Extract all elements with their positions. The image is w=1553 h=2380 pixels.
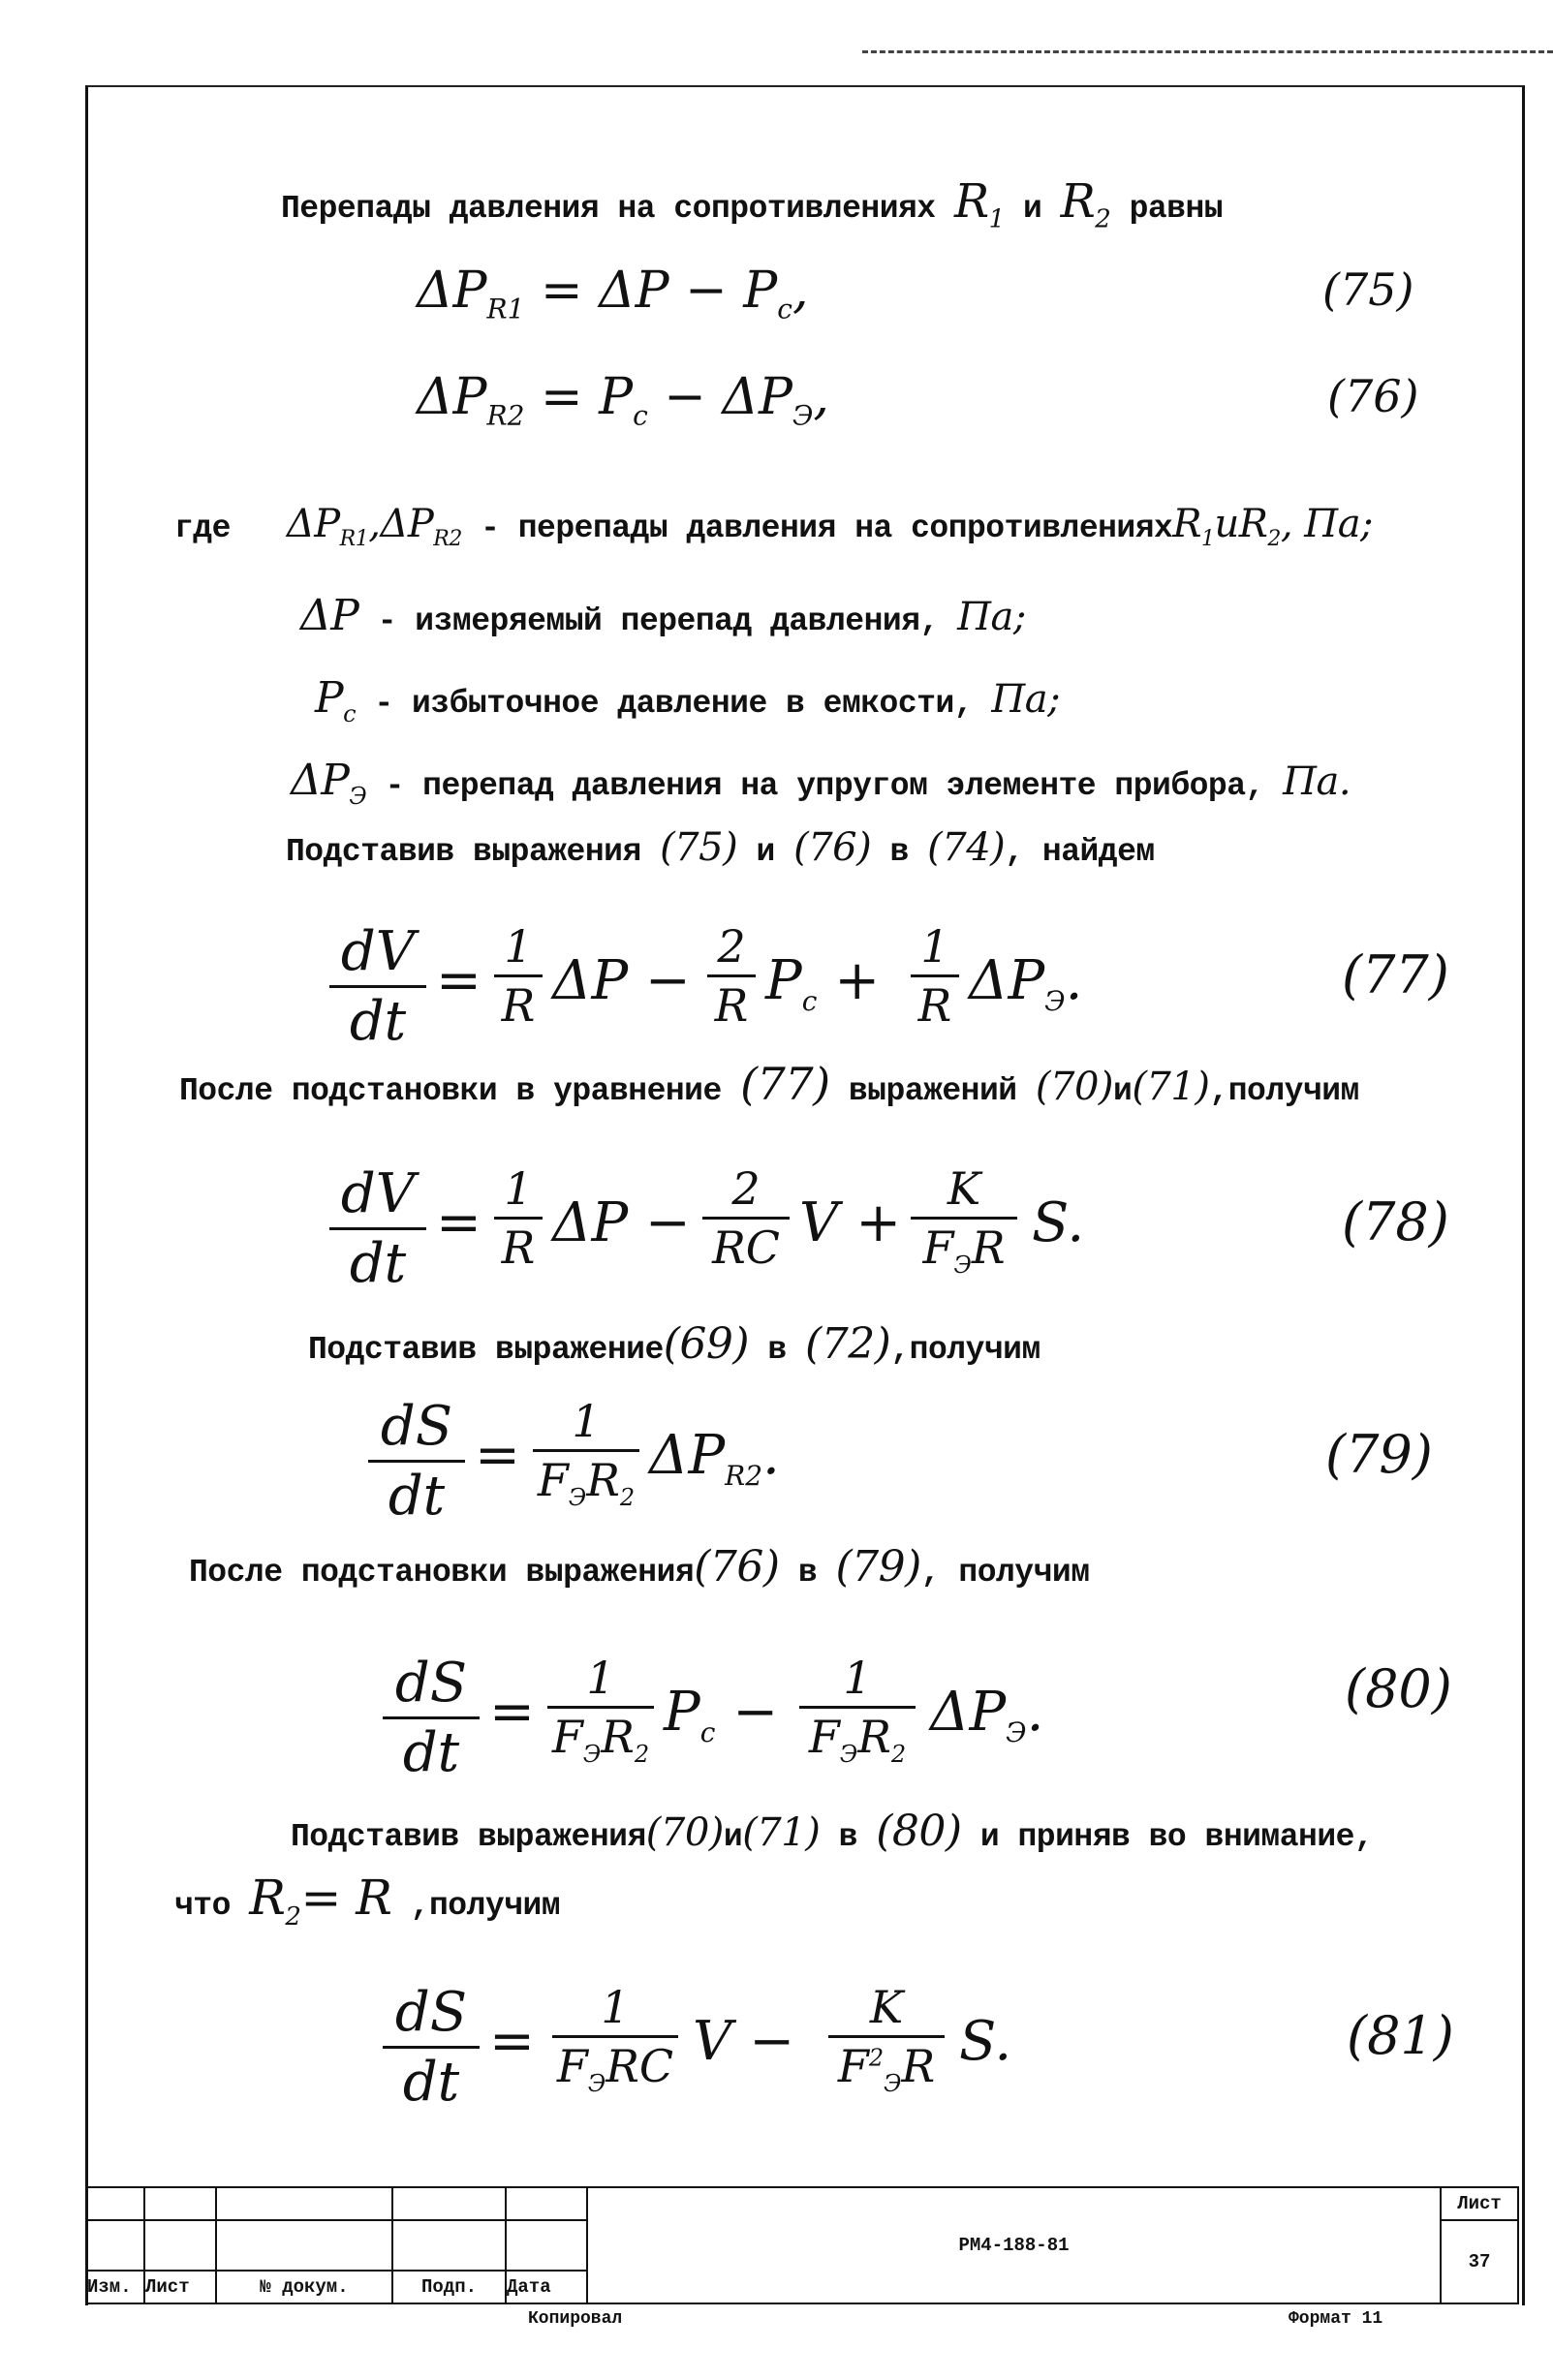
sheet-number: 37 xyxy=(1441,2220,1518,2303)
equation-78: dV dt = 1 R ΔP − 2 RC V + K $F_ЭR$ S. xyxy=(329,1162,1298,1298)
footer-format: Формат 11 xyxy=(1289,2309,1383,2329)
equation-number-76: (76) xyxy=(1327,370,1419,422)
intro-tail: равны xyxy=(1129,191,1224,227)
paragraph-6: что $R_2= R$ ,получим xyxy=(174,1870,561,1932)
paragraph-2: После подстановки в уравнение (77) выражений (70)и(71),получим xyxy=(179,1058,1359,1110)
intro-and: и xyxy=(1022,191,1042,227)
paragraph-1: Подставив выражения (75) и (76) в (74), найдем xyxy=(286,825,1155,870)
equation-80: dS dt = 1 $F_ЭR_2$ $P_c$ − 1 $F_ЭR_2$ $\Delta P_Э$. xyxy=(383,1652,1255,1797)
where-line-3: $P_c$ - избыточное давление в емкости, Па; xyxy=(315,673,1061,727)
top-edge-dashes xyxy=(862,50,1553,53)
sheet-label: Лист xyxy=(1441,2187,1518,2220)
equation-number-80: (80) xyxy=(1345,1658,1452,1719)
equation-number-79: (79) xyxy=(1325,1424,1433,1485)
col-list: Лист xyxy=(144,2271,216,2303)
document-code: РМ4-188-81 xyxy=(587,2187,1441,2303)
equation-number-77: (77) xyxy=(1342,944,1449,1005)
where-line-2: ΔP - измеряемый перепад давления, Па; xyxy=(300,591,1026,640)
equation-number-81: (81) xyxy=(1347,2005,1454,2066)
where-line-1: где $\Delta P_{R1},\Delta P_{R2}$ - перепады давления на $сопротивленияхR_1иR_2$, Па; xyxy=(174,502,1374,551)
footer-copied: Копировал xyxy=(528,2309,623,2329)
intro-r1: R xyxy=(953,174,989,229)
equation-number-78: (78) xyxy=(1342,1191,1449,1252)
where-label: где xyxy=(174,510,231,546)
col-podp: Подп. xyxy=(392,2271,506,2303)
col-data: Дата xyxy=(506,2271,587,2303)
equation-number-75: (75) xyxy=(1322,263,1414,316)
title-block xyxy=(85,2186,1519,2304)
equation-81: dS dt = 1 $F_ЭRC$ V − K $F^2_ЭR$ S. xyxy=(383,1981,1255,2136)
paragraph-3: Подставив выражение(69) в (72),получим xyxy=(308,1319,1041,1369)
paragraph-5: Подставив выражения(70)и(71) в (80) и приняв во внимание, xyxy=(291,1807,1374,1856)
equation-77: dV dt = 1 R ΔP − 2 R $P_c$ + 1 R $\Delta P_Э$. xyxy=(329,920,1298,1046)
equation-76: $\Delta P_{R2} = P_c - \Delta P_Э$, xyxy=(417,368,829,432)
intro-line: Перепады давления на сопротивлениях $R_1$ и $R_2$ равны xyxy=(281,174,1224,234)
intro-r2: R xyxy=(1060,174,1096,229)
equation-79: dS dt = 1 $F_ЭR_2$ $\Delta P_{R2}$. xyxy=(368,1395,1240,1540)
paragraph-4: После подстановки выражения(76) в (79), получим xyxy=(189,1542,1090,1592)
equation-75: $\Delta P_{R1} = \Delta P - P_c$, xyxy=(417,262,809,325)
intro-text: Перепады давления на сопротивлениях xyxy=(281,191,936,227)
col-doc: № докум. xyxy=(216,2271,392,2303)
col-izm: Изм. xyxy=(86,2271,144,2303)
where-line-4: $\Delta P_Э$ - перепад давления на упругом элементе прибора, Па. xyxy=(291,756,1351,810)
